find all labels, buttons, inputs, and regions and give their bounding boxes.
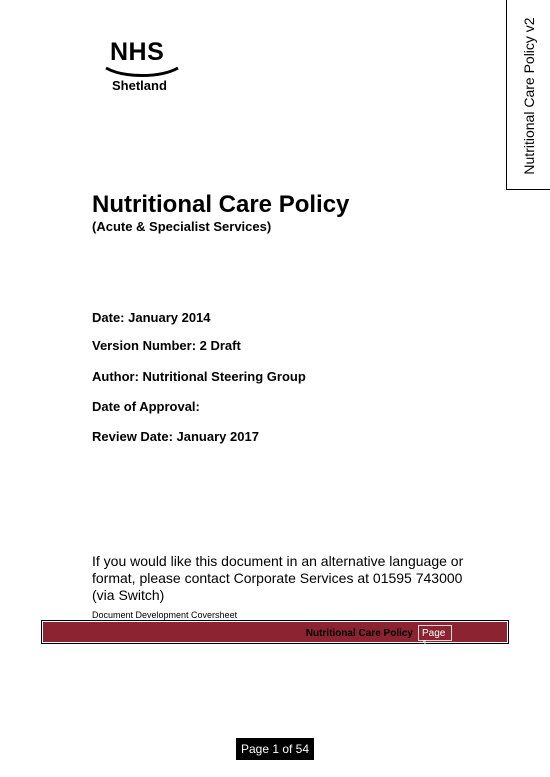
- contact-line-2: format, please contact Corporate Services at 01595 743000: [92, 570, 463, 586]
- footer-page-box: [418, 625, 452, 650]
- version-field: Version Number: 2 Draft: [92, 338, 241, 353]
- nhs-shetland-logo: [104, 38, 180, 93]
- footer-page-number: Page 1: [422, 628, 446, 650]
- contact-line-1: If you would like this document in an alternative language or: [92, 553, 464, 569]
- logo-nhs-text: NHS: [110, 38, 165, 66]
- side-tab-label: Nutritional Care Policy v2: [520, 17, 537, 175]
- logo-region-text: Shetland: [112, 78, 167, 93]
- document-subtitle: (Acute & Specialist Services): [92, 219, 272, 234]
- page-indicator: Page 1 of 54: [236, 738, 314, 760]
- footer-document-title: Nutritional Care Policy: [305, 628, 413, 639]
- review-date-field: Review Date: January 2017: [92, 429, 259, 444]
- logo-swoosh-icon: [104, 64, 180, 78]
- contact-line-3: (via Switch): [92, 587, 165, 603]
- approval-date-field: Date of Approval:: [92, 399, 200, 414]
- coversheet-label: Document Development Coversheet: [92, 610, 238, 620]
- document-side-tab: [506, 0, 550, 190]
- page-footer-bar: [41, 620, 509, 650]
- date-field: Date: January 2014: [92, 310, 211, 325]
- footer-accent-band: [43, 622, 507, 650]
- author-field: Author: Nutritional Steering Group: [92, 369, 306, 384]
- document-title: Nutritional Care Policy: [92, 191, 350, 218]
- contact-paragraph: [92, 553, 472, 604]
